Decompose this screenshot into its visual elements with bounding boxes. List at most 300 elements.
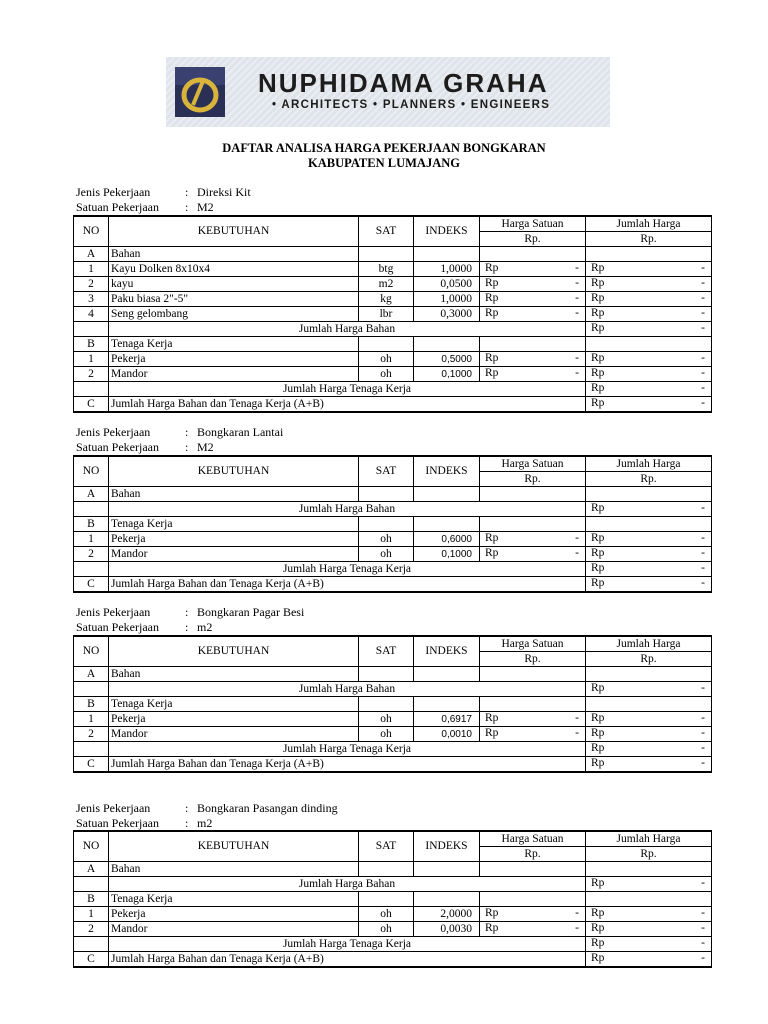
col-jumlah-harga-unit: Rp. <box>586 472 712 487</box>
row-harga-satuan <box>480 352 586 367</box>
rp-value-empty: - <box>575 307 579 319</box>
group-bahan-row <box>74 487 712 502</box>
row-indeks: 1,0000 <box>414 292 480 307</box>
row-indeks: 0,1000 <box>414 547 480 562</box>
group-bahan-row <box>74 667 712 682</box>
rp-value-empty: - <box>701 262 705 274</box>
row-sat: oh <box>359 727 414 742</box>
colon: : <box>185 605 189 619</box>
analysis-table <box>73 635 712 773</box>
rp-value-empty: - <box>575 367 579 379</box>
col-harga-satuan: Harga Satuan <box>480 456 586 472</box>
sum-bahan-row <box>74 322 712 337</box>
col-sat: SAT <box>359 216 414 247</box>
row-harga-satuan <box>480 727 586 742</box>
row-item: Pekerja <box>109 712 359 727</box>
rp-currency: Rp <box>485 307 499 319</box>
col-no: NO <box>74 216 109 247</box>
row-harga-satuan <box>480 907 586 922</box>
table-header-row <box>74 831 712 847</box>
sum-bahan-value <box>586 682 712 697</box>
rp-value-empty: - <box>575 292 579 304</box>
sum-bahan-label: Jumlah Harga Bahan <box>109 322 586 337</box>
row-harga-satuan <box>480 277 586 292</box>
row-no: 1 <box>74 352 109 367</box>
row-indeks: 0,1000 <box>414 367 480 382</box>
rp-value-empty: - <box>701 382 705 394</box>
row-sat: m2 <box>359 277 414 292</box>
empty-cell <box>74 742 109 757</box>
empty-cell <box>586 697 712 712</box>
rp-currency: Rp <box>485 367 499 379</box>
rp-currency: Rp <box>591 352 605 364</box>
row-sat: oh <box>359 352 414 367</box>
group-title: Bahan <box>109 247 359 262</box>
row-no: 4 <box>74 307 109 322</box>
row-indeks: 2,0000 <box>414 907 480 922</box>
group-bahan-row <box>74 862 712 877</box>
rp-currency: Rp <box>591 877 605 889</box>
rp-value-empty: - <box>701 907 705 919</box>
total-row <box>74 952 712 968</box>
rp-value-empty: - <box>701 502 705 514</box>
row-harga-satuan <box>480 532 586 547</box>
empty-cell <box>480 517 586 532</box>
total-label: Jumlah Harga Bahan dan Tenaga Kerja (A+B) <box>109 577 586 593</box>
document-title: DAFTAR ANALISA HARGA PEKERJAAN BONGKARAN <box>222 141 546 155</box>
rp-value-empty: - <box>701 742 705 754</box>
group-letter: B <box>74 517 109 532</box>
table-header-row <box>74 216 712 232</box>
empty-cell <box>586 247 712 262</box>
empty-cell <box>74 682 109 697</box>
row-sat: oh <box>359 367 414 382</box>
rp-value-empty: - <box>701 532 705 544</box>
col-jumlah-harga-unit: Rp. <box>586 232 712 247</box>
document-subtitle: KABUPATEN LUMAJANG <box>308 156 460 170</box>
col-sat: SAT <box>359 636 414 667</box>
col-kebutuhan: KEBUTUHAN <box>109 456 359 487</box>
empty-cell <box>414 862 480 877</box>
empty-cell <box>74 562 109 577</box>
row-no: 2 <box>74 727 109 742</box>
colon: : <box>185 185 189 199</box>
rp-currency: Rp <box>591 922 605 934</box>
rp-value-empty: - <box>701 577 705 589</box>
total-value <box>586 397 712 413</box>
sum-bahan-value <box>586 322 712 337</box>
rp-currency: Rp <box>591 397 605 409</box>
sum-bahan-label: Jumlah Harga Bahan <box>109 877 586 892</box>
rp-value-empty: - <box>575 907 579 919</box>
col-sat: SAT <box>359 831 414 862</box>
row-harga-satuan <box>480 922 586 937</box>
group-tenaga-row <box>74 517 712 532</box>
col-kebutuhan: KEBUTUHAN <box>109 831 359 862</box>
rp-currency: Rp <box>485 262 499 274</box>
table-row <box>74 292 712 307</box>
rp-value-empty: - <box>701 547 705 559</box>
row-jumlah-harga <box>586 367 712 382</box>
empty-cell <box>480 247 586 262</box>
group-tenaga-row <box>74 697 712 712</box>
empty-cell <box>586 892 712 907</box>
row-indeks: 0,3000 <box>414 307 480 322</box>
row-indeks: 1,0000 <box>414 262 480 277</box>
empty-cell <box>480 667 586 682</box>
empty-cell <box>359 517 414 532</box>
sum-bahan-label: Jumlah Harga Bahan <box>109 682 586 697</box>
rp-value-empty: - <box>701 712 705 724</box>
row-jumlah-harga <box>586 352 712 367</box>
group-letter: C <box>74 397 109 413</box>
col-jumlah-harga: Jumlah Harga <box>586 831 712 847</box>
colon: : <box>185 620 189 634</box>
row-jumlah-harga <box>586 307 712 322</box>
rp-currency: Rp <box>485 547 499 559</box>
empty-cell <box>586 487 712 502</box>
colon: : <box>185 200 189 214</box>
group-title: Bahan <box>109 487 359 502</box>
rp-currency: Rp <box>591 682 605 694</box>
col-harga-satuan: Harga Satuan <box>480 831 586 847</box>
rp-value-empty: - <box>575 922 579 934</box>
table-row <box>74 367 712 382</box>
colon: : <box>185 440 189 454</box>
analysis-table <box>73 455 712 593</box>
empty-cell <box>359 247 414 262</box>
rp-currency: Rp <box>591 907 605 919</box>
empty-cell <box>480 697 586 712</box>
total-value <box>586 757 712 773</box>
rp-value-empty: - <box>701 877 705 889</box>
col-indeks: INDEKS <box>414 831 480 862</box>
analysis-table <box>73 215 712 413</box>
sum-tenaga-label: Jumlah Harga Tenaga Kerja <box>109 742 586 757</box>
group-tenaga-row <box>74 892 712 907</box>
jenis-pekerjaan-label: Jenis Pekerjaan <box>76 605 151 619</box>
group-title: Tenaga Kerja <box>109 517 359 532</box>
rp-value-empty: - <box>701 682 705 694</box>
satuan-pekerjaan-label: Satuan Pekerjaan <box>76 200 159 214</box>
rp-currency: Rp <box>591 262 605 274</box>
row-harga-satuan <box>480 547 586 562</box>
row-harga-satuan <box>480 292 586 307</box>
logo-emblem-icon <box>173 65 227 119</box>
rp-currency: Rp <box>485 292 499 304</box>
rp-value-empty: - <box>575 727 579 739</box>
rp-value-empty: - <box>701 367 705 379</box>
sum-bahan-label: Jumlah Harga Bahan <box>109 502 586 517</box>
row-indeks: 0,0030 <box>414 922 480 937</box>
row-jumlah-harga <box>586 907 712 922</box>
total-label: Jumlah Harga Bahan dan Tenaga Kerja (A+B) <box>109 757 586 773</box>
rp-value-empty: - <box>701 277 705 289</box>
rp-currency: Rp <box>591 532 605 544</box>
row-sat: lbr <box>359 307 414 322</box>
total-row <box>74 397 712 413</box>
rp-currency: Rp <box>591 292 605 304</box>
row-jumlah-harga <box>586 532 712 547</box>
sum-tenaga-row <box>74 742 712 757</box>
row-indeks: 0,0500 <box>414 277 480 292</box>
row-sat: oh <box>359 532 414 547</box>
rp-currency: Rp <box>591 277 605 289</box>
row-item: Mandor <box>109 727 359 742</box>
group-letter: B <box>74 892 109 907</box>
row-sat: oh <box>359 922 414 937</box>
empty-cell <box>359 337 414 352</box>
row-indeks: 0,5000 <box>414 352 480 367</box>
empty-cell <box>74 382 109 397</box>
table-row <box>74 352 712 367</box>
colon: : <box>185 801 189 815</box>
empty-cell <box>586 667 712 682</box>
col-no: NO <box>74 831 109 862</box>
satuan-pekerjaan-value: M2 <box>197 440 214 454</box>
row-harga-satuan <box>480 712 586 727</box>
group-letter: C <box>74 577 109 593</box>
table-row <box>74 277 712 292</box>
rp-currency: Rp <box>591 307 605 319</box>
colon: : <box>185 816 189 830</box>
jenis-pekerjaan-label: Jenis Pekerjaan <box>76 425 151 439</box>
empty-cell <box>74 877 109 892</box>
col-no: NO <box>74 456 109 487</box>
rp-value-empty: - <box>701 757 705 769</box>
table-row <box>74 727 712 742</box>
sum-bahan-row <box>74 682 712 697</box>
row-indeks: 0,6917 <box>414 712 480 727</box>
empty-cell <box>359 697 414 712</box>
rp-currency: Rp <box>591 562 605 574</box>
satuan-pekerjaan-label: Satuan Pekerjaan <box>76 440 159 454</box>
empty-cell <box>74 502 109 517</box>
total-row <box>74 577 712 593</box>
group-letter: C <box>74 757 109 773</box>
rp-currency: Rp <box>485 922 499 934</box>
row-jumlah-harga <box>586 262 712 277</box>
empty-cell <box>480 337 586 352</box>
jenis-pekerjaan-label: Jenis Pekerjaan <box>76 185 151 199</box>
sum-tenaga-row <box>74 562 712 577</box>
row-jumlah-harga <box>586 277 712 292</box>
company-logo <box>166 57 610 127</box>
sum-bahan-value <box>586 502 712 517</box>
row-item: Pekerja <box>109 907 359 922</box>
row-harga-satuan <box>480 262 586 277</box>
group-letter: B <box>74 697 109 712</box>
sum-bahan-row <box>74 502 712 517</box>
group-letter: A <box>74 667 109 682</box>
sum-tenaga-row <box>74 382 712 397</box>
rp-currency: Rp <box>485 352 499 364</box>
group-bahan-row <box>74 247 712 262</box>
rp-currency: Rp <box>591 727 605 739</box>
jenis-pekerjaan-label: Jenis Pekerjaan <box>76 801 151 815</box>
col-jumlah-harga-unit: Rp. <box>586 652 712 667</box>
jenis-pekerjaan-value: Bongkaran Lantai <box>197 425 284 439</box>
rp-value-empty: - <box>701 352 705 364</box>
col-jumlah-harga: Jumlah Harga <box>586 636 712 652</box>
row-item: Seng gelombang <box>109 307 359 322</box>
rp-value-empty: - <box>701 292 705 304</box>
empty-cell <box>414 892 480 907</box>
empty-cell <box>74 937 109 952</box>
group-letter: C <box>74 952 109 968</box>
row-no: 2 <box>74 547 109 562</box>
row-no: 2 <box>74 367 109 382</box>
rp-currency: Rp <box>591 937 605 949</box>
empty-cell <box>586 337 712 352</box>
row-item: Paku biasa 2"-5" <box>109 292 359 307</box>
satuan-pekerjaan-value: M2 <box>197 200 214 214</box>
col-harga-satuan-unit: Rp. <box>480 232 586 247</box>
row-sat: oh <box>359 547 414 562</box>
empty-cell <box>414 247 480 262</box>
empty-cell <box>414 517 480 532</box>
empty-cell <box>359 487 414 502</box>
group-letter: A <box>74 487 109 502</box>
rp-value-empty: - <box>575 547 579 559</box>
row-jumlah-harga <box>586 292 712 307</box>
sum-tenaga-label: Jumlah Harga Tenaga Kerja <box>109 382 586 397</box>
jenis-pekerjaan-value: Bongkaran Pagar Besi <box>197 605 305 619</box>
row-item: Mandor <box>109 547 359 562</box>
rp-value-empty: - <box>575 277 579 289</box>
row-no: 1 <box>74 907 109 922</box>
rp-currency: Rp <box>591 577 605 589</box>
group-letter: A <box>74 247 109 262</box>
row-jumlah-harga <box>586 922 712 937</box>
row-harga-satuan <box>480 307 586 322</box>
row-indeks: 0,0010 <box>414 727 480 742</box>
rp-value-empty: - <box>575 352 579 364</box>
rp-currency: Rp <box>591 757 605 769</box>
col-kebutuhan: KEBUTUHAN <box>109 216 359 247</box>
total-row <box>74 757 712 773</box>
empty-cell <box>586 862 712 877</box>
row-jumlah-harga <box>586 712 712 727</box>
empty-cell <box>480 487 586 502</box>
row-no: 1 <box>74 712 109 727</box>
sum-tenaga-value <box>586 937 712 952</box>
empty-cell <box>359 892 414 907</box>
empty-cell <box>414 337 480 352</box>
rp-value-empty: - <box>701 937 705 949</box>
rp-currency: Rp <box>591 367 605 379</box>
rp-value-empty: - <box>701 307 705 319</box>
col-indeks: INDEKS <box>414 456 480 487</box>
row-harga-satuan <box>480 367 586 382</box>
col-sat: SAT <box>359 456 414 487</box>
col-jumlah-harga: Jumlah Harga <box>586 456 712 472</box>
rp-currency: Rp <box>591 502 605 514</box>
rp-currency: Rp <box>591 742 605 754</box>
sum-tenaga-value <box>586 382 712 397</box>
empty-cell <box>480 862 586 877</box>
sum-tenaga-label: Jumlah Harga Tenaga Kerja <box>109 937 586 952</box>
col-indeks: INDEKS <box>414 216 480 247</box>
logo-tagline: • ARCHITECTS • PLANNERS • ENGINEERS <box>272 99 551 111</box>
col-harga-satuan-unit: Rp. <box>480 847 586 862</box>
total-label: Jumlah Harga Bahan dan Tenaga Kerja (A+B) <box>109 397 586 413</box>
empty-cell <box>359 862 414 877</box>
group-title: Bahan <box>109 862 359 877</box>
rp-currency: Rp <box>591 547 605 559</box>
total-value <box>586 952 712 968</box>
sum-tenaga-label: Jumlah Harga Tenaga Kerja <box>109 562 586 577</box>
rp-value-empty: - <box>701 952 705 964</box>
satuan-pekerjaan-label: Satuan Pekerjaan <box>76 816 159 830</box>
rp-currency: Rp <box>485 712 499 724</box>
table-row <box>74 532 712 547</box>
row-sat: btg <box>359 262 414 277</box>
group-letter: A <box>74 862 109 877</box>
empty-cell <box>74 322 109 337</box>
rp-currency: Rp <box>591 952 605 964</box>
total-label: Jumlah Harga Bahan dan Tenaga Kerja (A+B) <box>109 952 586 968</box>
jenis-pekerjaan-value: Direksi Kit <box>197 185 251 199</box>
row-no: 3 <box>74 292 109 307</box>
sum-tenaga-value <box>586 562 712 577</box>
row-no: 1 <box>74 532 109 547</box>
colon: : <box>185 425 189 439</box>
row-sat: oh <box>359 907 414 922</box>
group-title: Tenaga Kerja <box>109 337 359 352</box>
table-header-row <box>74 636 712 652</box>
table-header-row <box>74 456 712 472</box>
group-tenaga-row <box>74 337 712 352</box>
table-row <box>74 907 712 922</box>
empty-cell <box>359 667 414 682</box>
rp-currency: Rp <box>485 277 499 289</box>
group-title: Tenaga Kerja <box>109 697 359 712</box>
col-jumlah-harga-unit: Rp. <box>586 847 712 862</box>
table-row <box>74 262 712 277</box>
col-harga-satuan: Harga Satuan <box>480 216 586 232</box>
table-row <box>74 547 712 562</box>
row-item: kayu <box>109 277 359 292</box>
row-item: Pekerja <box>109 352 359 367</box>
empty-cell <box>414 487 480 502</box>
empty-cell <box>414 667 480 682</box>
col-no: NO <box>74 636 109 667</box>
row-no: 1 <box>74 262 109 277</box>
group-title: Bahan <box>109 667 359 682</box>
table-row <box>74 922 712 937</box>
col-harga-satuan: Harga Satuan <box>480 636 586 652</box>
col-jumlah-harga: Jumlah Harga <box>586 216 712 232</box>
total-value <box>586 577 712 593</box>
rp-value-empty: - <box>701 322 705 334</box>
row-indeks: 0,6000 <box>414 532 480 547</box>
row-sat: oh <box>359 712 414 727</box>
group-title: Tenaga Kerja <box>109 892 359 907</box>
sum-tenaga-value <box>586 742 712 757</box>
rp-currency: Rp <box>591 382 605 394</box>
rp-value-empty: - <box>575 262 579 274</box>
rp-currency: Rp <box>591 322 605 334</box>
rp-currency: Rp <box>485 727 499 739</box>
sum-bahan-row <box>74 877 712 892</box>
table-row <box>74 307 712 322</box>
logo-brand-name: NUPHIDAMA GRAHA <box>258 68 549 98</box>
rp-value-empty: - <box>701 397 705 409</box>
col-harga-satuan-unit: Rp. <box>480 472 586 487</box>
satuan-pekerjaan-label: Satuan Pekerjaan <box>76 620 159 634</box>
sum-bahan-value <box>586 877 712 892</box>
